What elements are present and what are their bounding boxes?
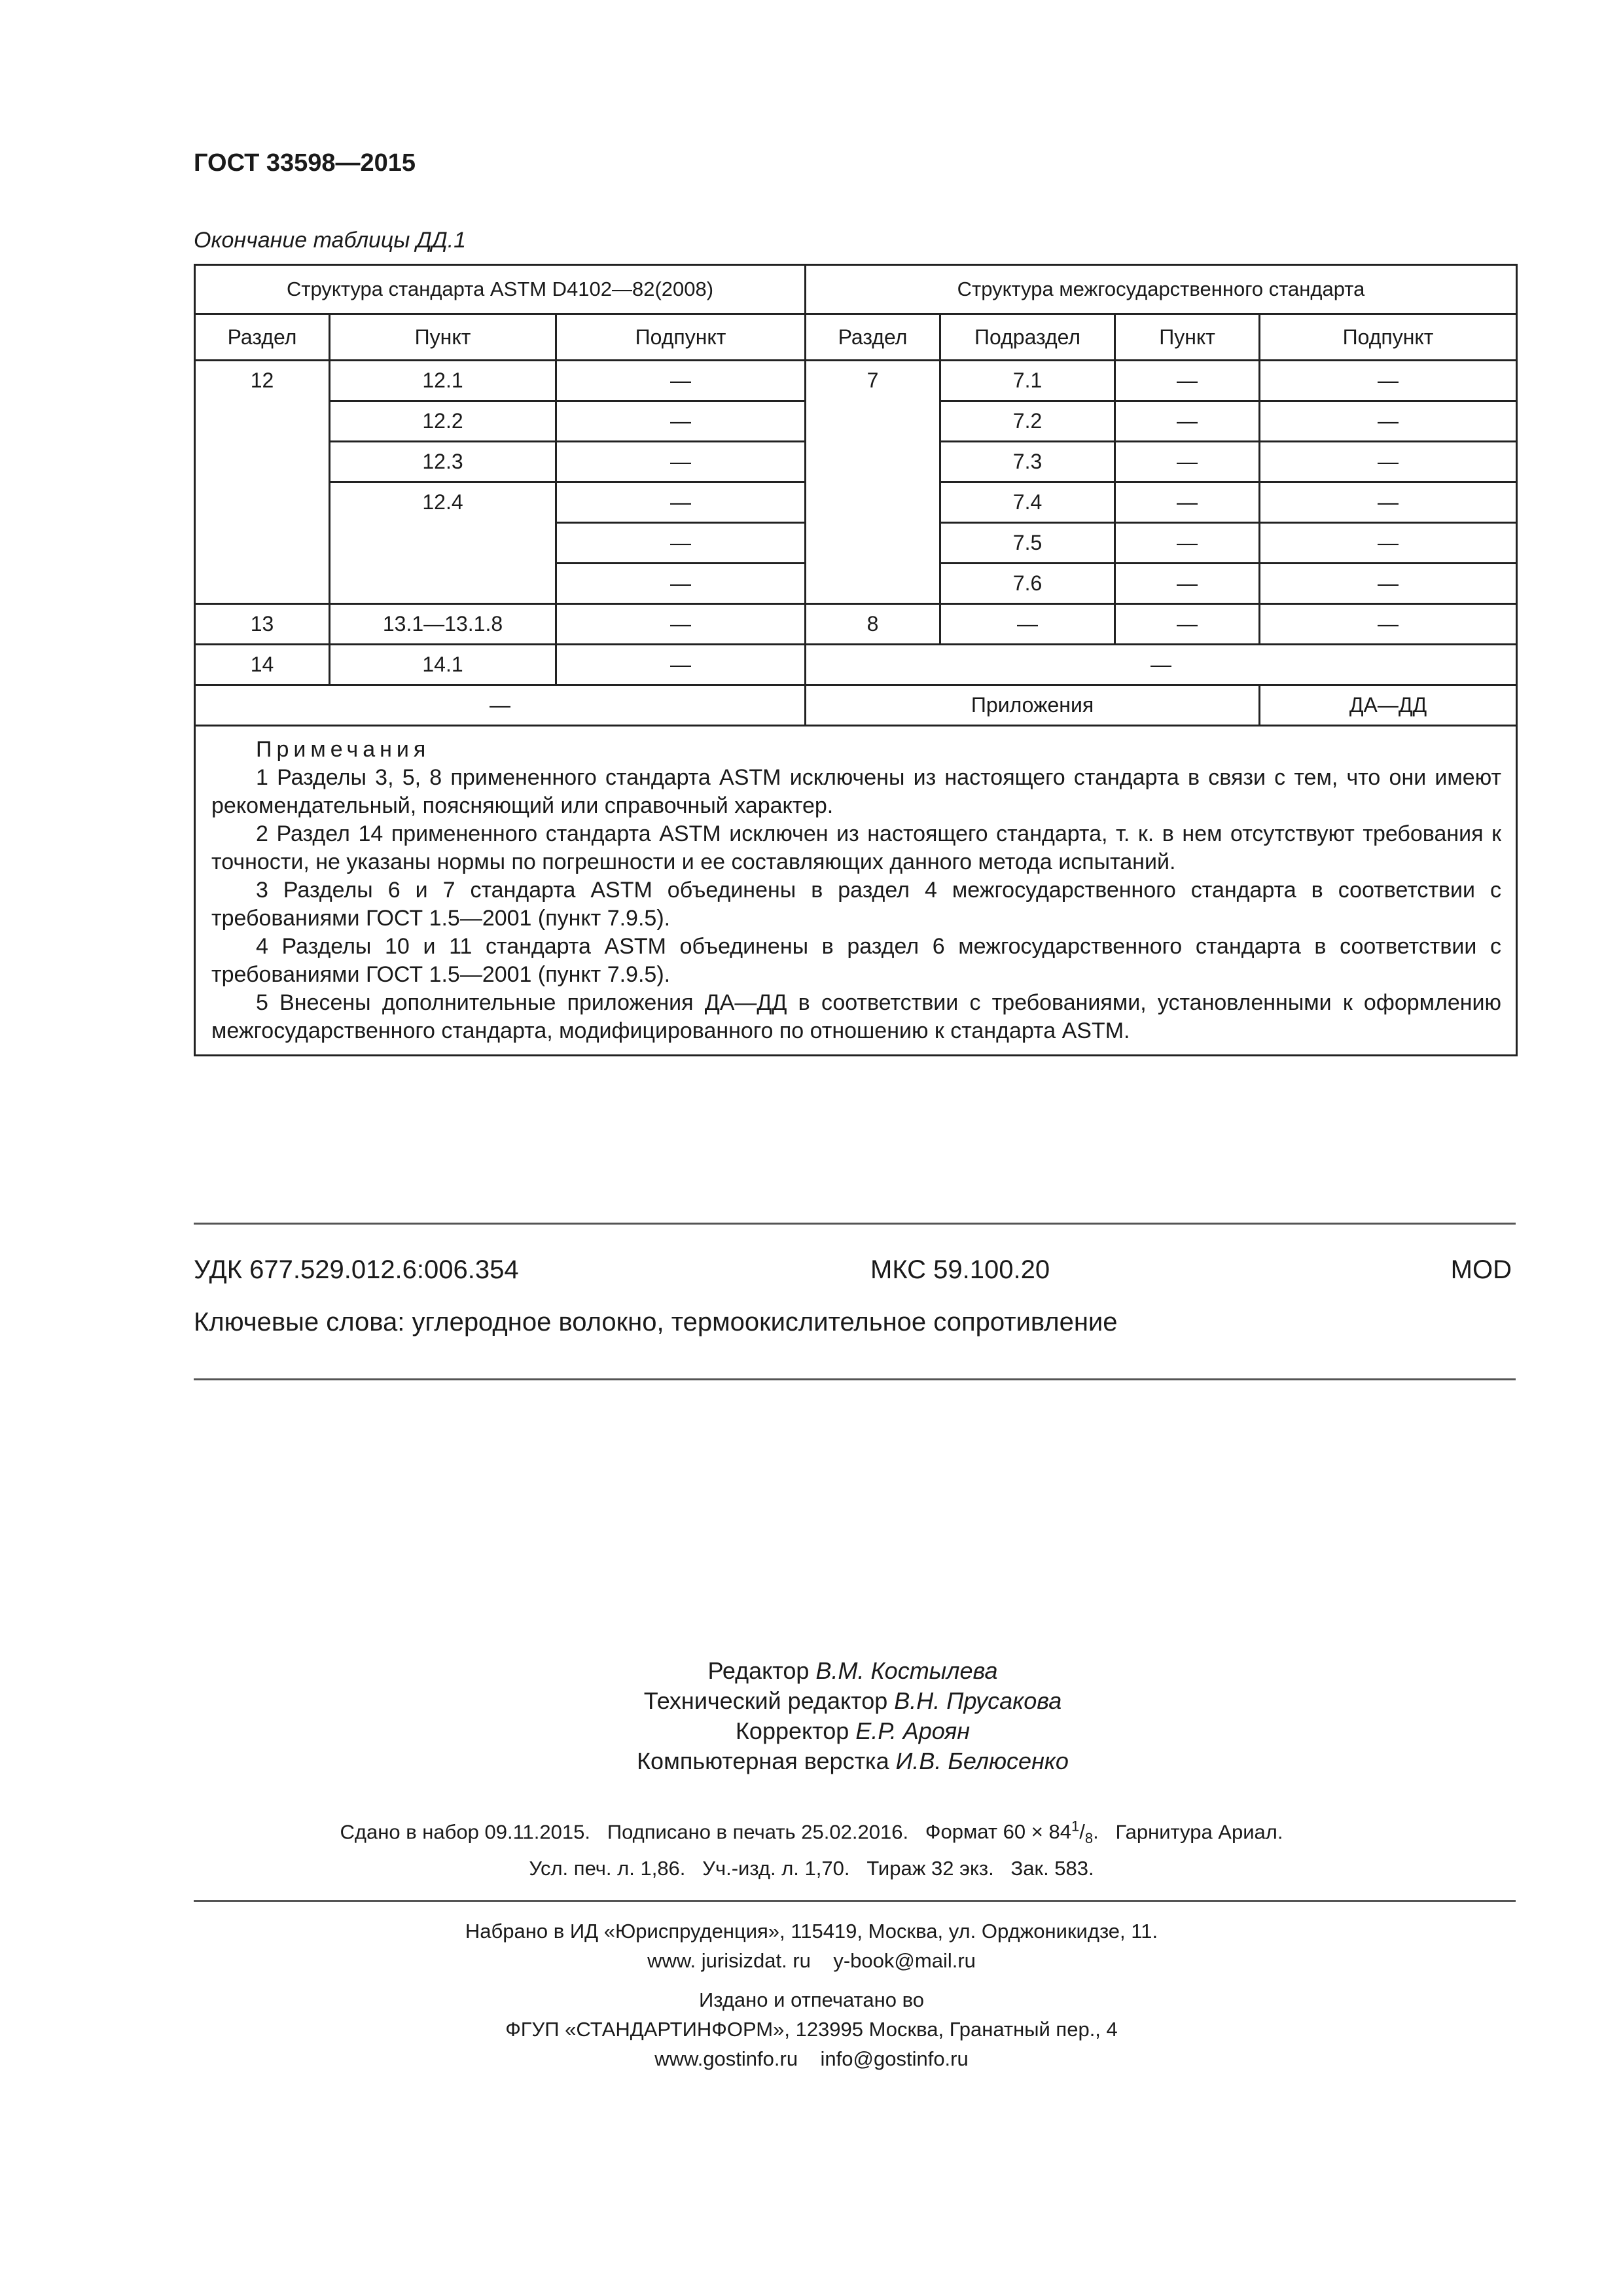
email-link[interactable]: info@gostinfo.ru <box>820 2047 969 2070</box>
keywords: Ключевые слова: углеродное волокно, термоокислительное сопротивление <box>194 1308 1118 1336</box>
table-cell: — <box>1115 361 1260 401</box>
print-info-line <box>0 1857 1623 1880</box>
table-cell: — <box>940 604 1115 645</box>
printer-contacts <box>0 2044 1623 2073</box>
notes-heading: Примечания <box>256 737 431 762</box>
table-cell: 12.1 <box>330 361 556 401</box>
table-cell: — <box>806 645 1517 685</box>
printer-address: ФГУП «СТАНДАРТИНФОРМ», 123995 Москва, Гранатный пер., 4 <box>505 2018 1118 2041</box>
credit-name: В.М. Костылева <box>815 1657 998 1684</box>
appendices-cell: Приложения <box>806 685 1260 726</box>
credit-name: И.В. Белюсенко <box>895 1748 1069 1774</box>
note-item: 1 Разделы 3, 5, 8 примененного стандарта ASTM исключены из настоящего стандарта в связи с тем, что они имеют рекомендательный, поясняющий или справочный характер. <box>211 765 1502 818</box>
credit-name: В.Н. Прусакова <box>894 1687 1062 1714</box>
note-item: 5 Внесены дополнительные приложения ДА—ДД в соответствии с требованиями, установленными к оформлению межгосударственного стандарта, модифицированного по отношению к стандарта ASTM. <box>211 990 1502 1043</box>
harmonization-degree: MOD <box>1450 1255 1512 1284</box>
divider <box>194 1378 1516 1380</box>
credit-name: Е.Р. Ароян <box>855 1717 971 1744</box>
table-cell: — <box>556 361 806 401</box>
table-cell: — <box>1115 442 1260 482</box>
table-cell: 7.4 <box>940 482 1115 523</box>
print-info-line <box>0 1818 1623 1848</box>
typeface: Гарнитура Ариал. <box>1115 1820 1283 1844</box>
table-cell: 13 <box>195 604 330 645</box>
udk-code: УДК 677.529.012.6:006.354 <box>194 1255 519 1284</box>
publisher-block <box>0 1916 1623 2073</box>
table-cell: 7.6 <box>940 564 1115 604</box>
table-cell: — <box>556 604 806 645</box>
column-header: Подпункт <box>556 314 806 361</box>
mks-code: МКС 59.100.20 <box>870 1255 1050 1284</box>
print-run: Тираж 32 экз. <box>866 1857 994 1880</box>
table-cell: — <box>1115 523 1260 564</box>
credit-role: Технический редактор <box>643 1687 888 1714</box>
interstate-structure-header: Структура межгосударственного стандарта <box>806 265 1517 314</box>
table-cell: — <box>556 442 806 482</box>
table-cell: — <box>1115 482 1260 523</box>
table-cell: — <box>1260 523 1517 564</box>
table-notes <box>195 726 1517 1056</box>
credit-line <box>0 1746 1623 1776</box>
credits <box>0 1656 1623 1776</box>
publication-sheets: Уч.-изд. л. 1,70. <box>702 1857 850 1880</box>
divider <box>194 1223 1516 1225</box>
column-header: Подраздел <box>940 314 1115 361</box>
table-cell: 12.3 <box>330 442 556 482</box>
publisher-contacts <box>0 1946 1623 1975</box>
table-cell: — <box>1115 564 1260 604</box>
table-cell: — <box>556 564 806 604</box>
table-cell: — <box>1260 564 1517 604</box>
table-cell: 8 <box>806 604 940 645</box>
table-cell: 7.2 <box>940 401 1115 442</box>
note-item: 3 Разделы 6 и 7 стандарта ASTM объединены в раздел 4 межгосударственного стандарта в соответствии с требованиями ГОСТ 1.5—2001 (пункт 7.9.5). <box>211 878 1502 931</box>
table-cell: — <box>1115 604 1260 645</box>
table-cell: 7.1 <box>940 361 1115 401</box>
table-cell: 12 <box>195 361 330 604</box>
table-cell: — <box>1260 604 1517 645</box>
table-cell: — <box>556 523 806 564</box>
note-item: 4 Разделы 10 и 11 стандарта ASTM объединены в раздел 6 межгосударственного стандарта в соответствии с требованиями ГОСТ 1.5—2001 (пункт 7.9.5). <box>211 934 1502 987</box>
table-cell: 14 <box>195 645 330 685</box>
website-link[interactable]: www.gostinfo.ru <box>654 2047 798 2070</box>
table-cell: 7.5 <box>940 523 1115 564</box>
correspondence-table <box>194 264 1518 1056</box>
column-header: Раздел <box>195 314 330 361</box>
table-cell: — <box>195 685 806 726</box>
signed-date: Подписано в печать 25.02.2016. <box>607 1820 909 1844</box>
column-header: Пункт <box>330 314 556 361</box>
order-number: Зак. 583. <box>1010 1857 1094 1880</box>
email-link[interactable]: y-book@mail.ru <box>833 1949 976 1972</box>
typeset-date: Сдано в набор 09.11.2015. <box>340 1820 590 1844</box>
table-cell: — <box>1260 361 1517 401</box>
printed-sheets: Усл. печ. л. 1,86. <box>529 1857 686 1880</box>
appendix-range-cell: ДА—ДД <box>1260 685 1517 726</box>
table-cell: — <box>1260 401 1517 442</box>
table-caption: Окончание таблицы ДД.1 <box>194 228 467 253</box>
note-item: 2 Раздел 14 примененного стандарта ASTM исключен из настоящего стандарта, т. к. в нем отсутствуют требования к точности, не указаны нормы по погрешности и ее составляющих данного метода испытаний. <box>211 821 1502 874</box>
table-cell: 7 <box>806 361 940 604</box>
table-cell: — <box>1115 401 1260 442</box>
astm-structure-header: Структура стандарта ASTM D4102—82(2008) <box>195 265 806 314</box>
column-header: Раздел <box>806 314 940 361</box>
credit-role: Компьютерная верстка <box>637 1748 889 1774</box>
printed-by-label: Издано и отпечатано во <box>699 1988 924 2011</box>
paper-format: Формат $60 \times 84^1/_8$. <box>925 1818 1099 1847</box>
table-cell: — <box>556 401 806 442</box>
divider <box>194 1900 1516 1902</box>
table-cell: 13.1—13.1.8 <box>330 604 556 645</box>
credit-role: Редактор <box>707 1657 810 1684</box>
credit-line <box>0 1686 1623 1716</box>
document-code: ГОСТ 33598—2015 <box>194 149 416 177</box>
table-cell: — <box>1260 482 1517 523</box>
table-cell: 12.2 <box>330 401 556 442</box>
table-cell: 14.1 <box>330 645 556 685</box>
table-cell: 7.3 <box>940 442 1115 482</box>
table-cell: 12.4 <box>330 482 556 604</box>
table-cell: — <box>556 482 806 523</box>
credit-line <box>0 1656 1623 1686</box>
table-cell: — <box>556 645 806 685</box>
credit-role: Корректор <box>735 1717 849 1744</box>
column-header: Пункт <box>1115 314 1260 361</box>
table-cell: — <box>1260 442 1517 482</box>
column-header: Подпункт <box>1260 314 1517 361</box>
website-link[interactable]: www. jurisizdat. ru <box>647 1949 811 1972</box>
typeset-location: Набрано в ИД «Юриспруденция», 115419, Москва, ул. Орджоникидзе, 11. <box>465 1920 1158 1943</box>
credit-line <box>0 1716 1623 1746</box>
